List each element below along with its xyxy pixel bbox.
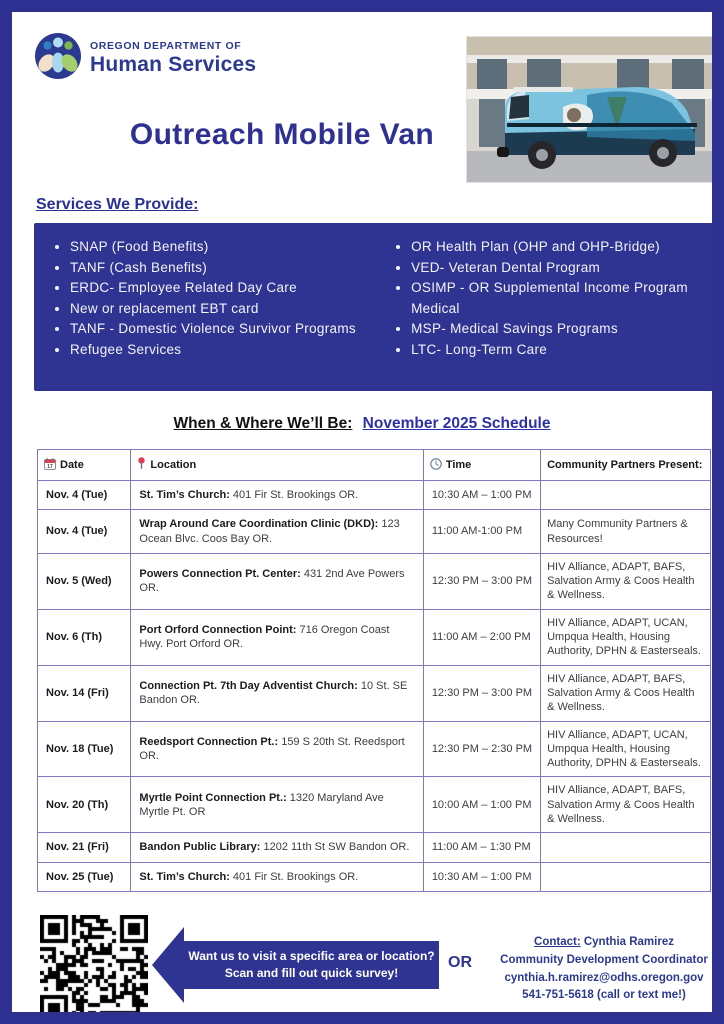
location-cell: Myrtle Point Connection Pt.: 1320 Maryland Ave Myrtle Pt. OR [131,777,423,833]
services-list-right [389,237,704,381]
survey-callout-body [184,941,439,989]
location-cell: Port Orford Connection Point: 716 Oregon Coast Hwy. Port Orford OR. [131,609,423,665]
service-item: • MSP- Medical Savings Programs [411,319,704,340]
location-cell: Reedsport Connection Pt.: 159 S 20th St. Reedsport OR. [131,721,423,777]
time-cell: 11:00 AM – 2:00 PM [423,609,540,665]
time-cell: 12:30 PM – 3:00 PM [423,665,540,721]
contact-phone: 541-751-5618 (call or text me!) [522,989,686,1002]
schedule-table [37,449,711,892]
location-cell: Powers Connection Pt. Center: 431 2nd Ave Powers OR. [131,553,423,609]
contact-label: Contact: [534,936,581,948]
date-cell: Nov. 6 (Th) [38,609,131,665]
services-banner [34,223,714,391]
partners-cell: HIV Alliance, ADAPT, BAFS, Salvation Army & Coos Health & Wellness. [541,553,711,609]
col-header-time: Time [423,450,540,481]
time-cell: 11:00 AM – 1:30 PM [423,833,540,862]
table-row [38,833,711,862]
contact-block [484,934,724,1005]
service-item: • OR Health Plan (OHP and OHP-Bridge) [411,237,704,258]
location-cell: St. Tim’s Church: 401 Fir St. Brookings OR. [131,862,423,891]
service-item: • TANF (Cash Benefits) [70,258,389,279]
contact-name: Cynthia Ramirez [583,936,674,948]
partners-cell: HIV Alliance, ADAPT, UCAN, Umpqua Health, Housing Authority, DPHN & Easterseals. [541,721,711,777]
brand-line2: Human Services [90,53,257,76]
svg-text:17: 17 [47,463,53,470]
table-header-row [38,450,711,481]
table-row [38,721,711,777]
clock-icon [430,458,442,473]
service-item: • ERDC- Employee Related Day Care [70,278,389,299]
table-row [38,665,711,721]
contact-email[interactable]: cynthia.h.ramirez@odhs.oregon.gov [504,971,704,984]
date-cell: Nov. 4 (Tue) [38,510,131,554]
col-header-date: 17 Date [38,450,131,481]
service-item: • OSIMP - OR Supplemental Income Program Medical [411,278,704,319]
col-header-location: Location [131,450,423,481]
schedule-table-body [38,481,711,892]
partners-cell: HIV Alliance, ADAPT, UCAN, Umpqua Health, Housing Authority, DPHN & Easterseals. [541,609,711,665]
service-item: • TANF - Domestic Violence Survivor Programs [70,319,389,340]
partners-cell: HIV Alliance, ADAPT, BAFS, Salvation Army & Coos Health & Wellness. [541,665,711,721]
table-row [38,510,711,554]
calendar-icon [44,458,56,473]
services-list-left [48,237,389,381]
service-item: • New or replacement EBT card [70,299,389,320]
time-cell: 11:00 AM-1:00 PM [423,510,540,554]
partners-cell [541,481,711,510]
date-cell: Nov. 18 (Tue) [38,721,131,777]
survey-callout-line1: Want us to visit a specific area or location? [188,948,435,963]
van-photo [467,37,717,182]
survey-callout [152,927,439,1003]
schedule-heading [12,415,712,433]
page-title: Outreach Mobile Van [129,118,435,151]
arrow-left-icon [152,927,184,1003]
service-item: • Refugee Services [70,340,389,361]
partners-cell: Many Community Partners & Resources! [541,510,711,554]
pin-icon [137,457,146,473]
survey-callout-line2: Scan and fill out quick survey! [224,966,399,980]
col-header-partners: Community Partners Present: [541,450,711,481]
brand-line1: OREGON DEPARTMENT OF [90,40,242,52]
service-item: • VED- Veteran Dental Program [411,258,704,279]
table-row [38,862,711,891]
date-cell: Nov. 14 (Fri) [38,665,131,721]
date-cell: Nov. 21 (Fri) [38,833,131,862]
date-cell: Nov. 25 (Tue) [38,862,131,891]
location-cell: Bandon Public Library: 1202 11th St SW Bandon OR. [131,833,423,862]
qr-code [40,915,148,1023]
date-cell: Nov. 4 (Tue) [38,481,131,510]
time-cell: 10:30 AM – 1:00 PM [423,481,540,510]
time-cell: 10:00 AM – 1:00 PM [423,777,540,833]
table-row [38,777,711,833]
partners-cell [541,833,711,862]
date-cell: Nov. 20 (Th) [38,777,131,833]
schedule-heading-label: When & Where We’ll Be: [173,415,353,432]
odhs-brand [34,32,256,85]
table-row [38,481,711,510]
table-row [38,609,711,665]
services-heading: Services We Provide: [36,196,199,213]
service-item: • SNAP (Food Benefits) [70,237,389,258]
table-row [38,553,711,609]
or-label: OR [448,954,472,971]
location-cell: Wrap Around Care Coordination Clinic (DKD): 123 Ocean Blvc. Coos Bay OR. [131,510,423,554]
contact-role: Community Development Coordinator [500,953,708,966]
location-cell: St. Tim’s Church: 401 Fir St. Brookings OR. [131,481,423,510]
partners-cell [541,862,711,891]
partners-cell: HIV Alliance, ADAPT, BAFS, Salvation Army & Coos Health & Wellness. [541,777,711,833]
date-cell: Nov. 5 (Wed) [38,553,131,609]
odhs-logo-icon [34,32,82,85]
location-cell: Connection Pt. 7th Day Adventist Church: 10 St. SE Bandon OR. [131,665,423,721]
schedule-heading-link[interactable]: November 2025 Schedule [362,415,551,432]
time-cell: 10:30 AM – 1:00 PM [423,862,540,891]
time-cell: 12:30 PM – 3:00 PM [423,553,540,609]
time-cell: 12:30 PM – 2:30 PM [423,721,540,777]
service-item: • LTC- Long-Term Care [411,340,704,361]
